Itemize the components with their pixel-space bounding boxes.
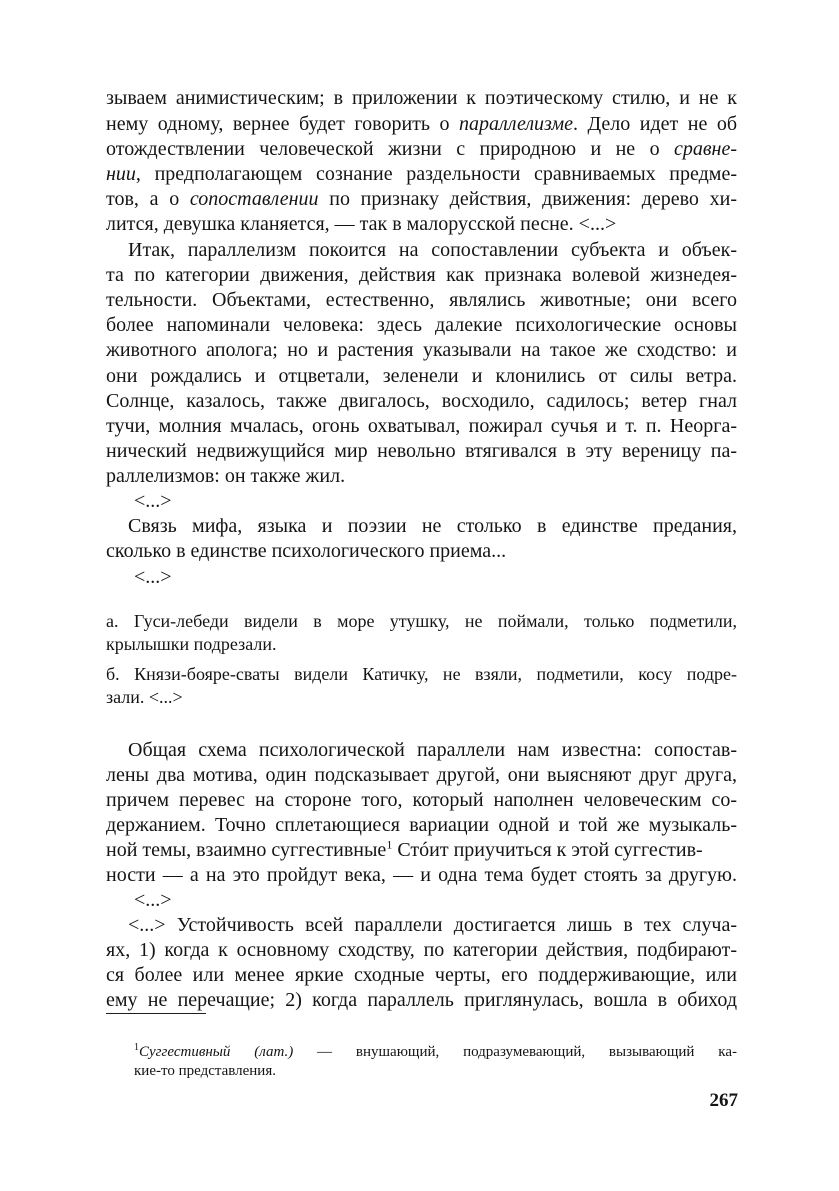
footnote-marker: 1 [134, 1042, 139, 1053]
text-line: тельности. Объектами, естественно, являлись животные; они всего [106, 289, 737, 311]
text-line: причем перевес на стороне того, который наполнен человеческим со- [106, 789, 737, 811]
italic-term: сопоставлении [189, 188, 319, 210]
italic-term: параллелизме [459, 113, 573, 135]
text-line: ности — а на это пройдут века, — и одна тема будет стоять за другую. [106, 864, 737, 886]
text-line: более напоминали человека: здесь далекие психологические основы [106, 314, 737, 336]
example-line: крылышки подрезали. [106, 634, 277, 654]
text-line: Общая схема психологической параллели нам известна: сопостав- [128, 739, 737, 761]
text-line: Связь мифа, языка и поэзии не столько в единстве предания, [128, 515, 737, 537]
text-line: зываем анимистическим; в приложении к поэтическому стилю, и не к [106, 87, 737, 109]
text-line: нему одному, вернее будет говорить о параллелизме. Дело идет не об [106, 113, 738, 135]
text-line: Солнце, казалось, также двигалось, восходило, садилось; ветер гнал [106, 390, 737, 412]
footnote-line: кие-то представления. [134, 1063, 276, 1079]
footnote-term: Суггестивный (лат.) [139, 1044, 294, 1060]
footnote-separator [106, 1013, 206, 1014]
text-line: лится, девушка кланяется, — так в малорусской песне. <...> [106, 213, 617, 235]
text-line: тов, а о сопоставлении по признаку действия, движения: дерево хи- [106, 188, 737, 210]
text-line: животного аполога; но и растения указывали на такое же сходство: и [106, 339, 737, 361]
text-line: нии, предполагающем сознание раздельности сравниваемых предме- [106, 163, 737, 185]
page-number: 267 [709, 1090, 738, 1111]
text-line: держанием. Точно сплетающиеся вариации одной и той же музыкаль- [106, 814, 737, 836]
text-line [106, 838, 703, 862]
text-line: Итак, параллелизм покоится на сопоставлении субъекта и объек- [128, 239, 737, 261]
footnote-line [134, 1042, 737, 1062]
example-line: б. Князи-бояре-сваты видели Катичку, не взяли, подметили, косу подре- [106, 664, 737, 684]
text-line: ему не перечащие; 2) когда параллель приглянулась, вошла в обиход [106, 989, 737, 1011]
text-line: <...> Устойчивость всей параллели достигается лишь в тех случа- [128, 914, 737, 936]
text-line: ях, 1) когда к основному сходству, по категории действия, подбирают- [106, 939, 737, 961]
italic-term: нии [106, 163, 136, 185]
italic-term: сравне- [673, 138, 737, 160]
text-line: раллелизмов: он также жил. [106, 465, 346, 487]
example-line: зали. <...> [106, 687, 183, 707]
text-line: они рождались и отцветали, зеленели и клонились от силы ветра. [106, 365, 737, 387]
ellipsis-marker: <...> [134, 889, 172, 911]
text-segment: Стóит приучиться к этой суггестив- [392, 839, 703, 861]
text-line: та по категории движения, действия как признака волевой жизнедея- [106, 264, 737, 286]
footnote-text: — внушающий, подразумевающий, вызывающий ка- [293, 1044, 737, 1060]
ellipsis-marker: <...> [134, 566, 172, 588]
text-line: лены два мотива, один подсказывает другой, они выясняют друг друга, [106, 764, 737, 786]
ellipsis-marker: <...> [134, 490, 172, 512]
text-segment: ной темы, взаимно суггестивные [106, 839, 387, 861]
footnote-reference: 1 [386, 837, 393, 852]
text-line: сколько в единстве психологического приема... [106, 540, 507, 562]
text-line: отождествлении человеческой жизни с природною и не о сравне- [106, 138, 737, 160]
example-line: а. Гуси-лебеди видели в море утушку, не поймали, только подметили, [106, 611, 737, 631]
text-line: нический недвижущийся мир невольно втягивался в эту вереницу па- [106, 440, 737, 462]
text-line: тучи, молния мчалась, огонь охватывал, пожирал сучья и т. п. Неорга- [106, 415, 737, 437]
text-line: ся более или менее яркие сходные черты, его поддерживающие, или [106, 964, 737, 986]
